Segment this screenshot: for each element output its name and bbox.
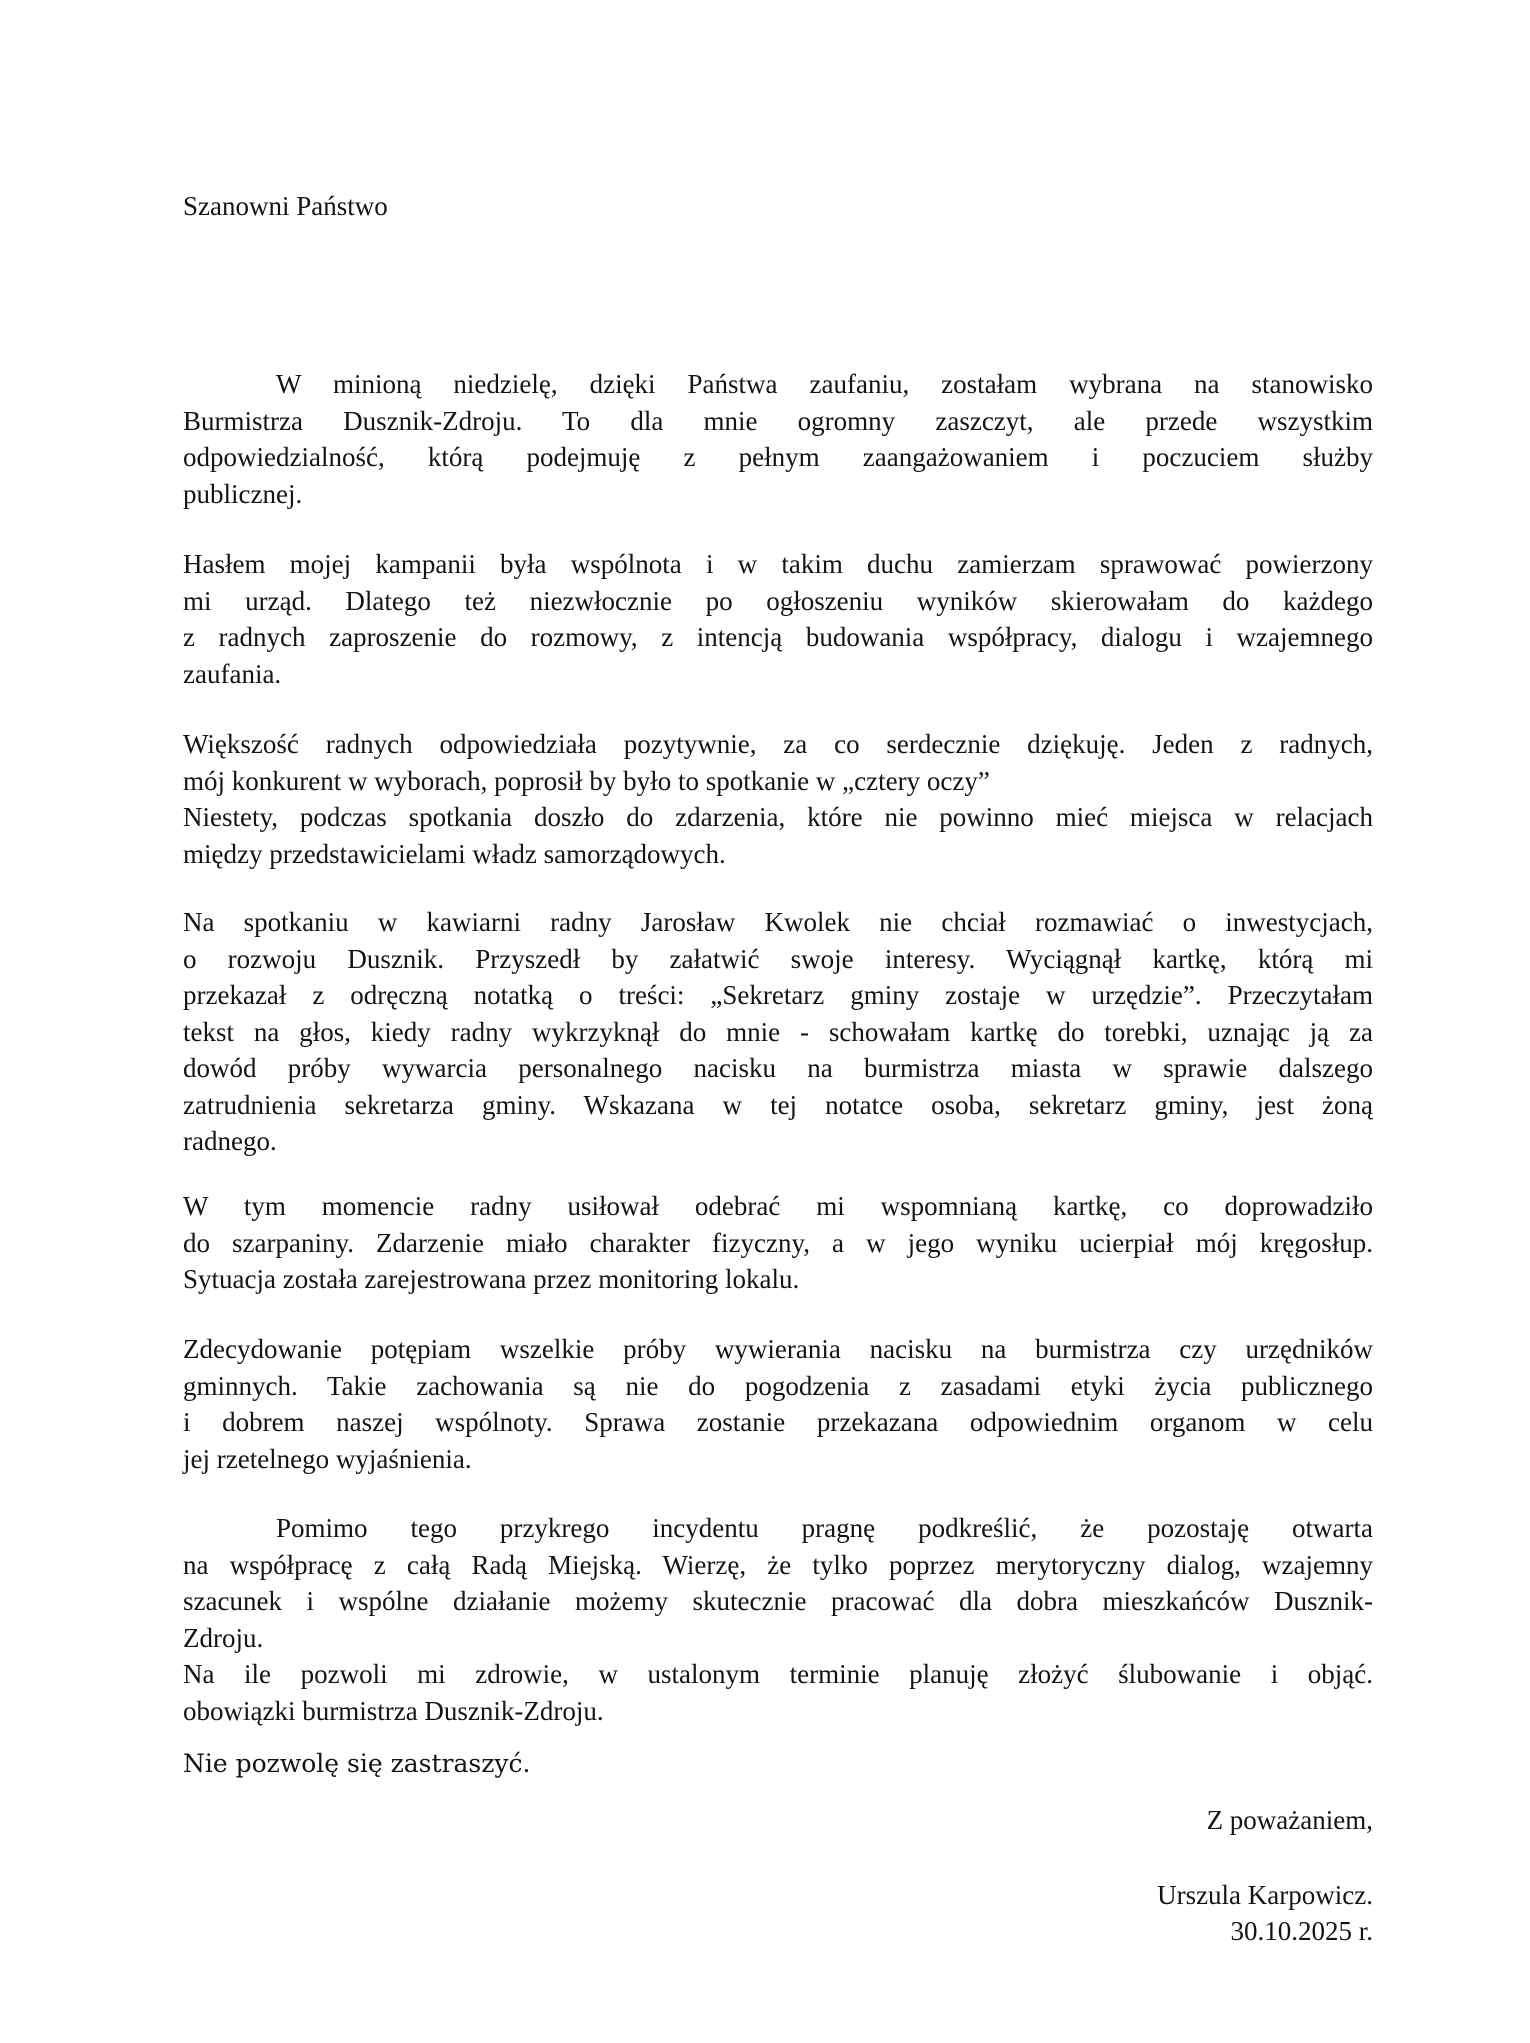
paragraph-line: do szarpaniny. Zdarzenie miało charakter fizyczny, a w jego wyniku ucierpiał mój kręgosłup. bbox=[183, 1227, 1373, 1258]
paragraph-line: Hasłem mojej kampanii była wspólnota i w takim duchu zamierzam sprawować powierzony bbox=[183, 549, 1373, 579]
paragraph-line: o rozwoju Dusznik. Przyszedł by załatwić swoje interesy. Wyciągnął kartkę, którą mi bbox=[183, 943, 1373, 974]
paragraph-election bbox=[183, 366, 1373, 512]
paragraph-line: i dobrem naszej wspólnoty. Sprawa zostanie przekazana odpowiednim organom w celu bbox=[183, 1407, 1373, 1437]
paragraph-cooperation bbox=[183, 1510, 1373, 1729]
paragraph-line: Pomimo tego przykrego incydentu pragnę podkreślić, że pozostaję otwarta bbox=[276, 1513, 1373, 1543]
paragraph-line: odpowiedzialność, którą podejmuję z pełnym zaangażowaniem i poczuciem służby bbox=[183, 442, 1373, 472]
paragraph-line: mi urząd. Dlatego też niezwłocznie po ogłoszeniu wyników skierowałam do każdego bbox=[183, 585, 1373, 616]
paragraph-line: Sytuacja została zarejestrowana przez monitoring lokalu. bbox=[183, 1264, 800, 1294]
paragraph-line: radnego. bbox=[183, 1126, 277, 1156]
closing-statement: Nie pozwolę się zastraszyć. bbox=[183, 1749, 531, 1778]
paragraph-line: W minioną niedzielę, dzięki Państwa zaufaniu, zostałam wybrana na stanowisko bbox=[276, 369, 1373, 399]
paragraph-struggle bbox=[183, 1188, 1373, 1298]
paragraph-line: Niestety, podczas spotkania doszło do zdarzenia, które nie powinno mieć miejsca w relacjach bbox=[183, 802, 1373, 832]
paragraph-line: na współpracę z całą Radą Miejską. Wierzę, że tylko poprzez merytoryczny dialog, wzajemny bbox=[183, 1549, 1373, 1580]
paragraph-line: przekazał z odręczną notatką o treści: „Sekretarz gminy zostaje w urzędzie”. Przeczytałam bbox=[183, 980, 1373, 1010]
paragraph-meeting bbox=[183, 726, 1373, 872]
paragraph-line: gminnych. Takie zachowania są nie do pogodzenia z zasadami etyki życia publicznego bbox=[183, 1370, 1373, 1401]
paragraph-line: publicznej. bbox=[183, 478, 303, 509]
paragraph-line: zatrudnienia sekretarza gminy. Wskazana w tej notatce osoba, sekretarz gminy, jest żoną bbox=[183, 1089, 1373, 1120]
paragraph-line: dowód próby wywarcia personalnego nacisku na burmistrza miasta w sprawie dalszego bbox=[183, 1053, 1373, 1083]
paragraph-line: z radnych zaproszenie do rozmowy, z intencją budowania współpracy, dialogu i wzajemnego bbox=[183, 622, 1373, 652]
paragraph-line: między przedstawicielami władz samorządowych. bbox=[183, 838, 726, 869]
date: 30.10.2025 r. bbox=[1230, 1916, 1373, 1946]
salutation: Szanowni Państwo bbox=[183, 191, 388, 221]
paragraph-line: Zdecydowanie potępiam wszelkie próby wywierania nacisku na burmistrza czy urzędników bbox=[183, 1334, 1373, 1364]
paragraph-line: obowiązki burmistrza Dusznik-Zdroju. bbox=[183, 1695, 604, 1726]
paragraph-line: szacunek i wspólne działanie możemy skutecznie pracować dla dobra mieszkańców Dusznik- bbox=[183, 1586, 1373, 1616]
paragraph-line: mój konkurent w wyborach, poprosił by było to spotkanie w „cztery oczy” bbox=[183, 765, 990, 796]
valediction: Z poważaniem, bbox=[1206, 1805, 1373, 1835]
signature: Urszula Karpowicz. bbox=[1157, 1880, 1373, 1910]
paragraph-line: Na ile pozwoli mi zdrowie, w ustalonym terminie planuję złożyć ślubowanie i objąć. bbox=[183, 1659, 1373, 1689]
paragraph-line: jej rzetelnego wyjaśnienia. bbox=[183, 1443, 472, 1474]
paragraph-line: W tym momencie radny usiłował odebrać mi wspomnianą kartkę, co doprowadziło bbox=[183, 1191, 1373, 1221]
paragraph-line: Burmistrza Dusznik-Zdroju. To dla mnie ogromny zaszczyt, ale przede wszystkim bbox=[183, 405, 1373, 436]
paragraph-incident bbox=[183, 904, 1373, 1160]
paragraph-community bbox=[183, 546, 1373, 692]
paragraph-line: Na spotkaniu w kawiarni radny Jarosław Kwolek nie chciał rozmawiać o inwestycjach, bbox=[183, 907, 1373, 937]
paragraph-line: tekst na głos, kiedy radny wykrzyknął do mnie - schowałam kartkę do torebki, uznając ją za bbox=[183, 1016, 1373, 1047]
paragraph-condemnation bbox=[183, 1331, 1373, 1477]
paragraph-line: zaufania. bbox=[183, 658, 282, 689]
paragraph-line: Większość radnych odpowiedziała pozytywnie, za co serdecznie dziękuję. Jeden z radnych, bbox=[183, 729, 1373, 759]
paragraph-line: Zdroju. bbox=[183, 1622, 264, 1653]
